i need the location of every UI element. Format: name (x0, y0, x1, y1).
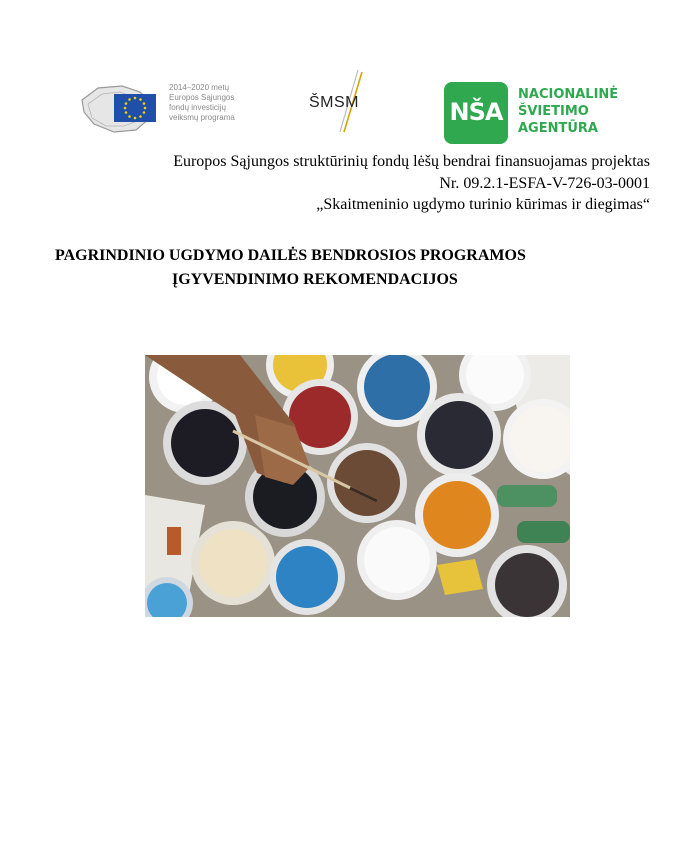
paint-buckets-photo (145, 355, 570, 617)
smsm-logo-text: ŠMSM (309, 94, 359, 111)
project-funding-line: Europos Sąjungos struktūrinių fondų lėšų bendrai finansuojamas projektas (173, 153, 650, 170)
project-name: „Skaitmeninio ugdymo turinio kūrimas ir diegimas“ (316, 196, 650, 213)
document-title-line-1: PAGRINDINIO UGDYMO DAILĖS BENDROSIOS PROGRAMOS (55, 247, 526, 264)
project-number: Nr. 09.2.1-ESFA-V-726-03-0001 (439, 175, 650, 192)
eu-fund-caption: 2014–2020 metų Europos Sąjungos fondų investicijų veiksmų programa (169, 83, 235, 122)
nsa-logo-icon (444, 82, 508, 144)
logo-strip (0, 0, 698, 150)
document-title-line-2: ĮGYVENDINIMO REKOMENDACIJOS (172, 271, 458, 288)
nsa-logo-name: NACIONALINĖ ŠVIETIMO AGENTŪRA (518, 87, 619, 136)
nsa-logo-letters: NŠA (449, 98, 503, 126)
